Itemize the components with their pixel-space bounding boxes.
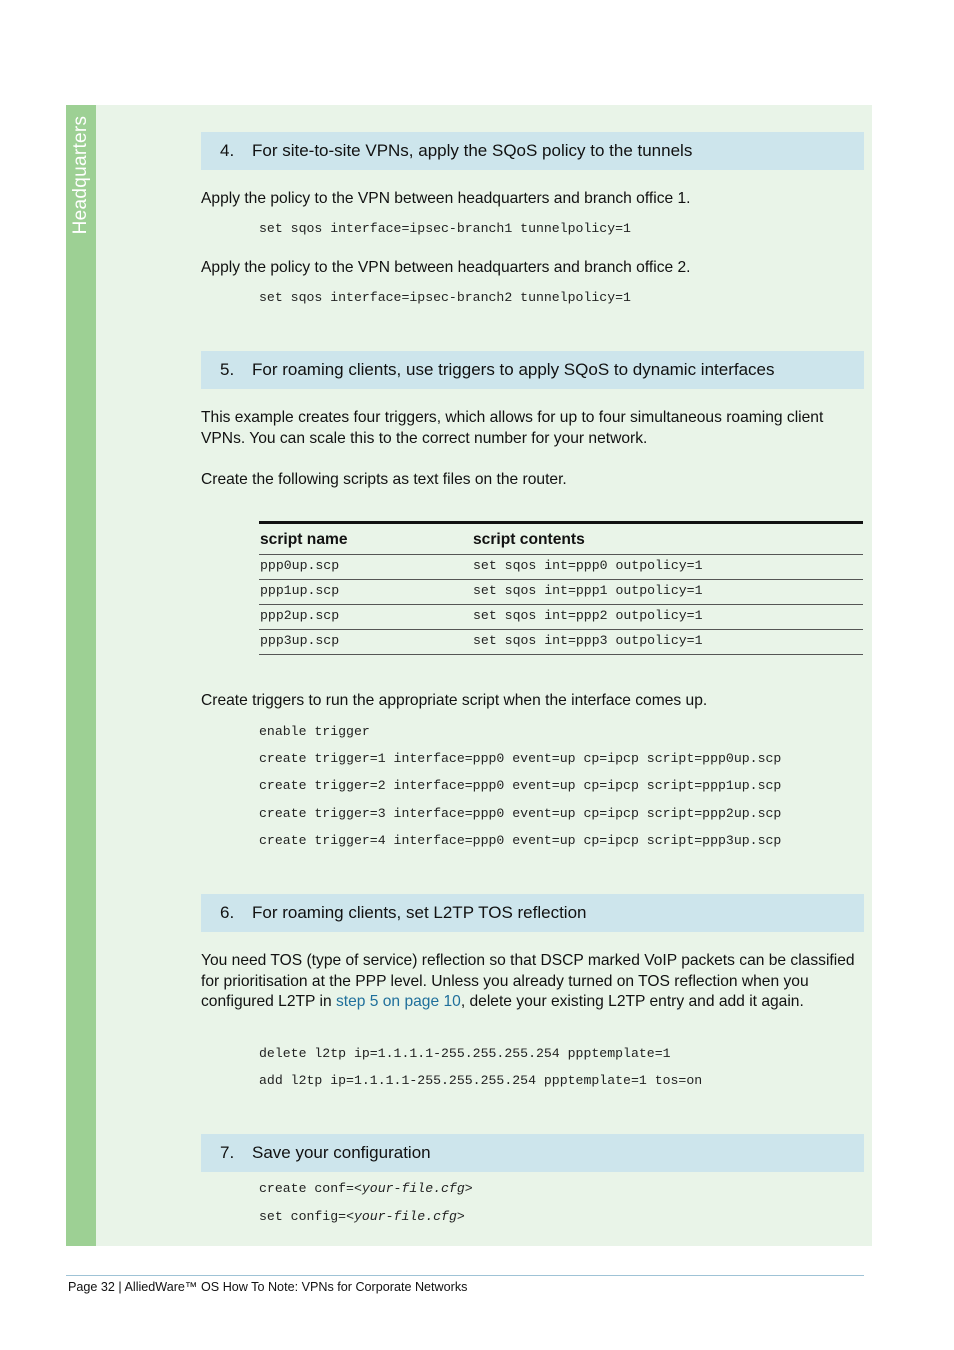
trigger-command: create trigger=2 interface=ppp0 event=up cp=ipcp script=ppp1up.scp: [259, 778, 782, 793]
step-title: For roaming clients, set L2TP TOS reflection: [252, 903, 587, 922]
table-row: [259, 630, 863, 655]
sidebar-section-label: [66, 105, 96, 245]
script-contents-cell: set sqos int=ppp3 outpolicy=1: [473, 633, 703, 648]
create-conf-command: [259, 1181, 473, 1196]
script-contents-cell: set sqos int=ppp1 outpolicy=1: [473, 583, 703, 598]
column-header-script-contents: script contents: [473, 531, 585, 548]
step-title: Save your configuration: [252, 1143, 431, 1162]
step-title: For site-to-site VPNs, apply the SQoS policy to the tunnels: [252, 141, 693, 160]
trigger-command: enable trigger: [259, 724, 370, 739]
step-title: For roaming clients, use triggers to apply SQoS to dynamic interfaces: [252, 360, 775, 379]
step-5-paragraph-3: Create triggers to run the appropriate script when the interface comes up.: [201, 692, 708, 709]
command-text: set config=: [259, 1209, 347, 1224]
script-name-cell: ppp1up.scp: [260, 583, 340, 598]
command-variable: <your-file.cfg>: [346, 1209, 465, 1224]
sidebar-bar: [66, 105, 96, 1246]
sidebar-label-text: Headquarters: [70, 115, 91, 235]
step-6-paragraph: [201, 951, 861, 1013]
step-4-paragraph-1: Apply the policy to the VPN between headquarters and branch office 1.: [201, 190, 691, 207]
l2tp-delete-command: delete l2tp ip=1.1.1.1-255.255.255.254 ppptemplate=1: [259, 1046, 671, 1061]
step-4-heading: [201, 132, 864, 170]
step-number: 4.: [220, 141, 235, 160]
step-number: 6.: [220, 903, 235, 922]
page-reference-link[interactable]: step 5 on page 10: [335, 993, 461, 1011]
step-4-paragraph-2: Apply the policy to the VPN between headquarters and branch office 2.: [201, 259, 691, 276]
table-row: [259, 580, 863, 605]
script-contents-cell: set sqos int=ppp0 outpolicy=1: [473, 558, 703, 573]
step-7-heading: [201, 1134, 864, 1172]
page-footer: Page 32 | AlliedWare™ OS How To Note: VPNs for Corporate Networks: [68, 1280, 468, 1294]
trigger-command: create trigger=4 interface=ppp0 event=up cp=ipcp script=ppp3up.scp: [259, 833, 782, 848]
command-variable: <your-file.cfg>: [353, 1181, 473, 1196]
set-config-command: [259, 1209, 465, 1224]
table-row: [259, 555, 863, 580]
step-5-paragraph-2: Create the following scripts as text files on the router.: [201, 471, 567, 488]
step-4-command-2: set sqos interface=ipsec-branch2 tunnelpolicy=1: [259, 290, 631, 305]
step-5-paragraph-1: This example creates four triggers, which allows for up to four simultaneous roaming client VPNs. You can scale this to the correct number for your network.: [201, 409, 824, 447]
script-name-cell: ppp0up.scp: [260, 558, 340, 573]
step-number: 7.: [220, 1143, 235, 1162]
trigger-command: create trigger=3 interface=ppp0 event=up cp=ipcp script=ppp2up.scp: [259, 806, 782, 821]
step-5-heading: [201, 351, 864, 389]
script-name-cell: ppp3up.scp: [260, 633, 340, 648]
footer-divider: [66, 1275, 864, 1276]
command-text: create conf=: [259, 1181, 354, 1196]
column-header-script-name: script name: [260, 531, 348, 548]
trigger-command: create trigger=1 interface=ppp0 event=up cp=ipcp script=ppp0up.scp: [259, 751, 782, 766]
l2tp-add-command: add l2tp ip=1.1.1.1-255.255.255.254 ppptemplate=1 tos=on: [259, 1073, 703, 1088]
script-contents-cell: set sqos int=ppp2 outpolicy=1: [473, 608, 703, 623]
script-name-cell: ppp2up.scp: [260, 608, 340, 623]
step-6-heading: [201, 894, 864, 932]
table-header-row: [259, 524, 863, 555]
table-row: [259, 605, 863, 630]
paragraph-text: You need TOS (type of service) reflection so that DSCP marked VoIP packets can be classified for prioritisation at the PPP level. Unless you already turned on TOS reflection when you configured L2TP in: [201, 952, 855, 1011]
paragraph-text: , delete your existing L2TP entry and add it again.: [460, 993, 804, 1011]
scripts-table: [259, 521, 863, 655]
step-number: 5.: [220, 360, 235, 379]
step-4-command-1: set sqos interface=ipsec-branch1 tunnelpolicy=1: [259, 221, 631, 236]
